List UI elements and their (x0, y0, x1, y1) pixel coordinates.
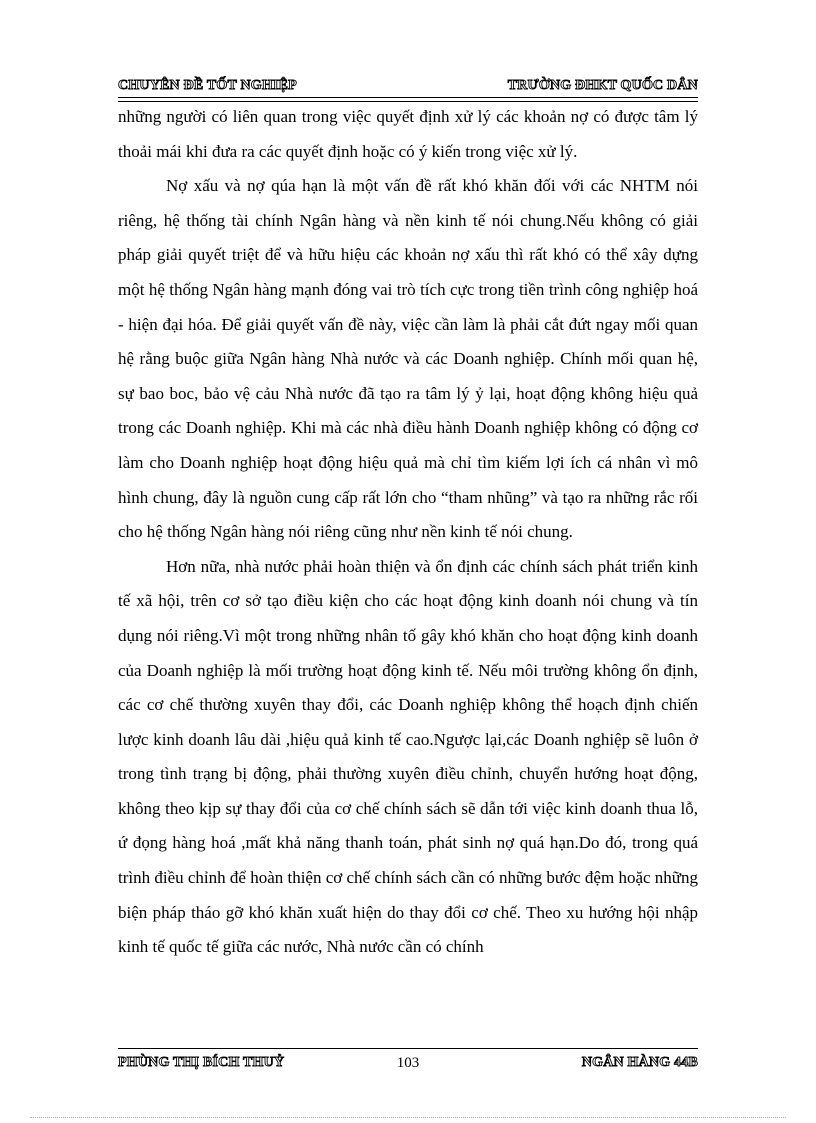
header-left-title: CHUYÊN ĐỀ TỐT NGHIỆP (118, 78, 297, 93)
paragraph-continued: những người có liên quan trong việc quyết định xử lý các khoản nợ có được tâm lý thoải mái khi đưa ra các quyết định hoặc có ý kiến trong việc xử lý. (118, 107, 698, 161)
body-text (118, 100, 698, 965)
footer-class: NGÂN HÀNG 44B (581, 1055, 698, 1070)
page-break-divider (30, 1117, 786, 1118)
page-number: 103 (396, 1055, 420, 1071)
footer-author: PHÙNG THỊ BÍCH THUỶ (118, 1055, 285, 1070)
header-right-title: TRƯỜNG ĐHKT QUỐC DÂN (507, 78, 698, 93)
paragraph-policy: Hơn nữa, nhà nước phải hoàn thiện và ổn định các chính sách phát triển kinh tế xã hội, trên cơ sở tạo điều kiện cho các hoạt động kinh doanh nói chung và tín dụng nói riêng.Vì một trong những nhân tố gây khó khăn cho hoạt động kinh doanh của Doanh nghiệp là mối trường hoạt động kinh tế. Nếu môi trường không ổn định, các cơ chế thường xuyên thay đổi, các Doanh nghiệp không thể hoạch định chiến lược kinh doanh lâu dài ,hiệu quả kinh tế cao.Ngược lại,các Doanh nghiệp sẽ luôn ở trong tình trạng bị động, phải thường xuyên điều chỉnh, chuyển hướng hoạt động, không theo kịp sự thay đổi của cơ chế chính sách sẽ dẫn tới việc kinh doanh thua lỗ, ứ đọng hàng hoá ,mất khả năng thanh toán, phát sinh nợ quá hạn.Do đó, trong quá trình điều chỉnh để hoàn thiện cơ chế chính sách cần có những bước đệm hoặc những biện pháp tháo gỡ khó khăn xuất hiện do thay đổi cơ chế. Theo xu hướng hội nhập kinh tế quốc tế giữa các nước, Nhà nước cần có chính (118, 556, 699, 957)
page-header (118, 68, 698, 98)
page-footer (118, 1048, 698, 1071)
paragraph-bad-debt: Nợ xấu và nợ qúa hạn là một vấn đề rất khó khăn đối với các NHTM nói riêng, hệ thống tài chính Ngân hàng và nền kinh tế nói chung.Nếu không có giải pháp giải quyết triệt để và hữu hiệu các khoản nợ xấu thì rất khó có thể xây dựng một hệ thống Ngân hàng mạnh đóng vai trò tích cực trong tiền trình công nghiệp hoá - hiện đại hóa. Để giải quyết vấn đề này, việc cần làm là phải cắt đứt ngay mối quan hệ rằng buộc giữa Ngân hàng Nhà nước và các Doanh nghiệp. Chính mối quan hệ, sự bao boc, bảo vệ cảu Nhà nước đã tạo ra tâm lý ỷ lại, hoạt động không hiệu quả trong các Doanh nghiệp. Khi mà các nhà điều hành Doanh nghiệp không có động cơ làm cho Doanh nghiệp hoạt động hiệu quả mà chỉ tìm kiếm lợi ích cá nhân vì mô hình chung, đây là nguồn cung cấp rất lớn cho “tham nhũng” và tạo ra những rắc rối cho hệ thống Ngân hàng nói riêng cũng như nền kinh tế nói chung. (118, 176, 698, 542)
